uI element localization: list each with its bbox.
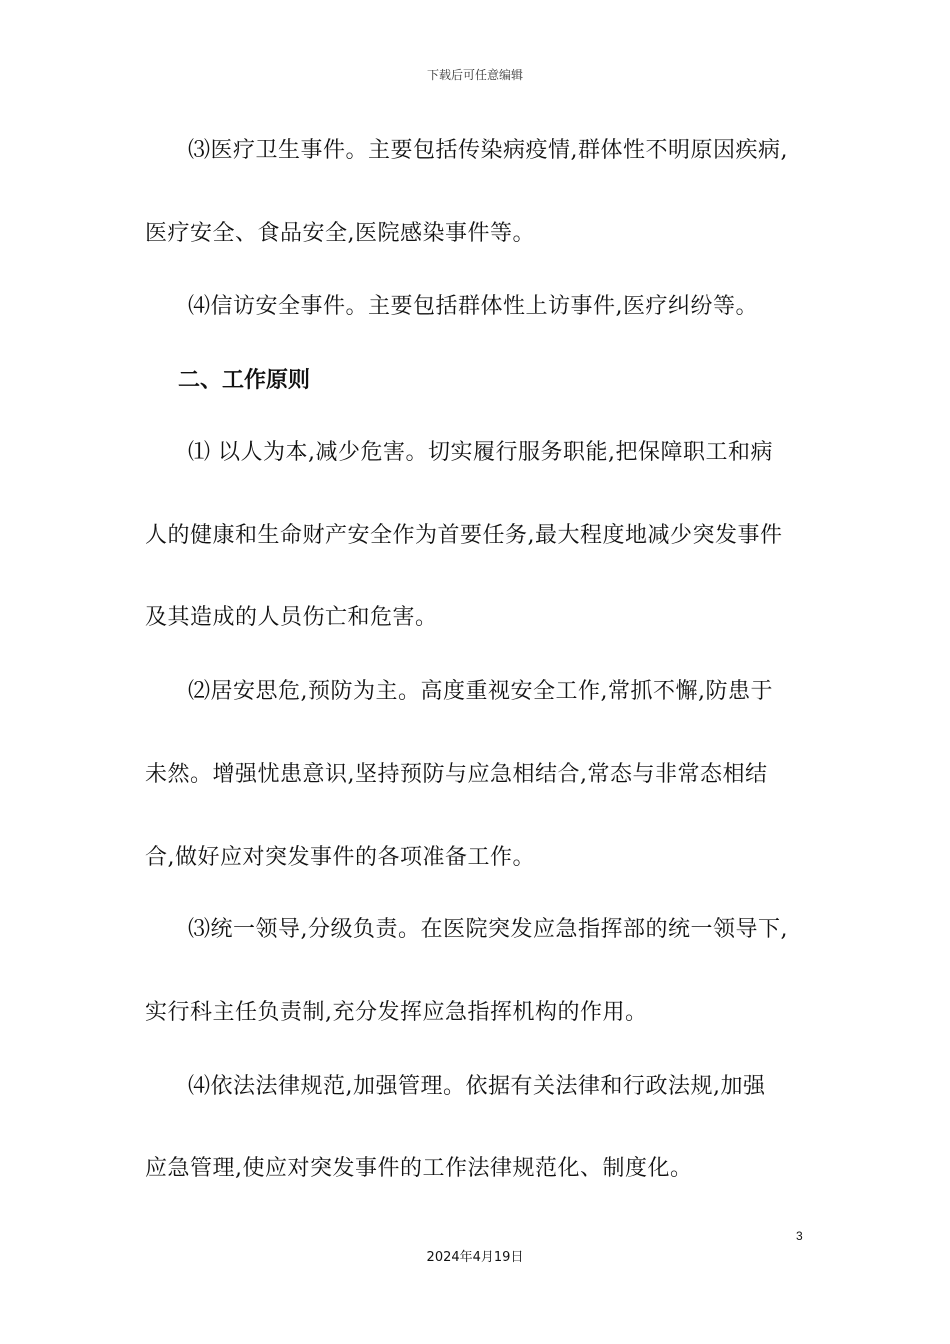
page-header: 下载后可任意编辑 bbox=[426, 68, 523, 82]
paragraph-line: 未然。增强忧患意识,坚持预防与应急相结合,常态与非常态相结 bbox=[145, 762, 768, 787]
paragraph-line: ⑶医疗卫生事件。主要包括传染病疫情,群体性不明原因疾病, bbox=[188, 138, 788, 163]
paragraph-line: 医疗安全、食品安全,医院感染事件等。 bbox=[145, 221, 535, 246]
paragraph-line: ⑶统一领导,分级负责。在医院突发应急指挥部的统一领导下, bbox=[188, 917, 788, 942]
page-footer-date: 2024年4月19日 bbox=[426, 1250, 524, 1265]
paragraph-line: 合,做好应对突发事件的各项准备工作。 bbox=[145, 845, 535, 870]
paragraph-line: ⑴ 以人为本,减少危害。切实履行服务职能,把保障职工和病 bbox=[188, 440, 773, 465]
paragraph-line: 实行科主任负责制,充分发挥应急指挥机构的作用。 bbox=[145, 1000, 648, 1025]
paragraph-line: 应急管理,使应对突发事件的工作法律规范化、制度化。 bbox=[145, 1156, 693, 1181]
paragraph-line: 人的健康和生命财产安全作为首要任务,最大程度地减少突发事件 bbox=[145, 523, 783, 548]
paragraph-line: 及其造成的人员伤亡和危害。 bbox=[145, 605, 438, 630]
paragraph-line: ⑵居安思危,预防为主。高度重视安全工作,常抓不懈,防患于 bbox=[188, 679, 773, 704]
page-number: 3 bbox=[796, 1229, 803, 1243]
paragraph-line: ⑷依法法律规范,加强管理。依据有关法律和行政法规,加强 bbox=[188, 1074, 766, 1099]
section-heading: 二、工作原则 bbox=[178, 368, 311, 393]
paragraph-line: ⑷信访安全事件。主要包括群体性上访事件,医疗纠纷等。 bbox=[188, 294, 758, 319]
